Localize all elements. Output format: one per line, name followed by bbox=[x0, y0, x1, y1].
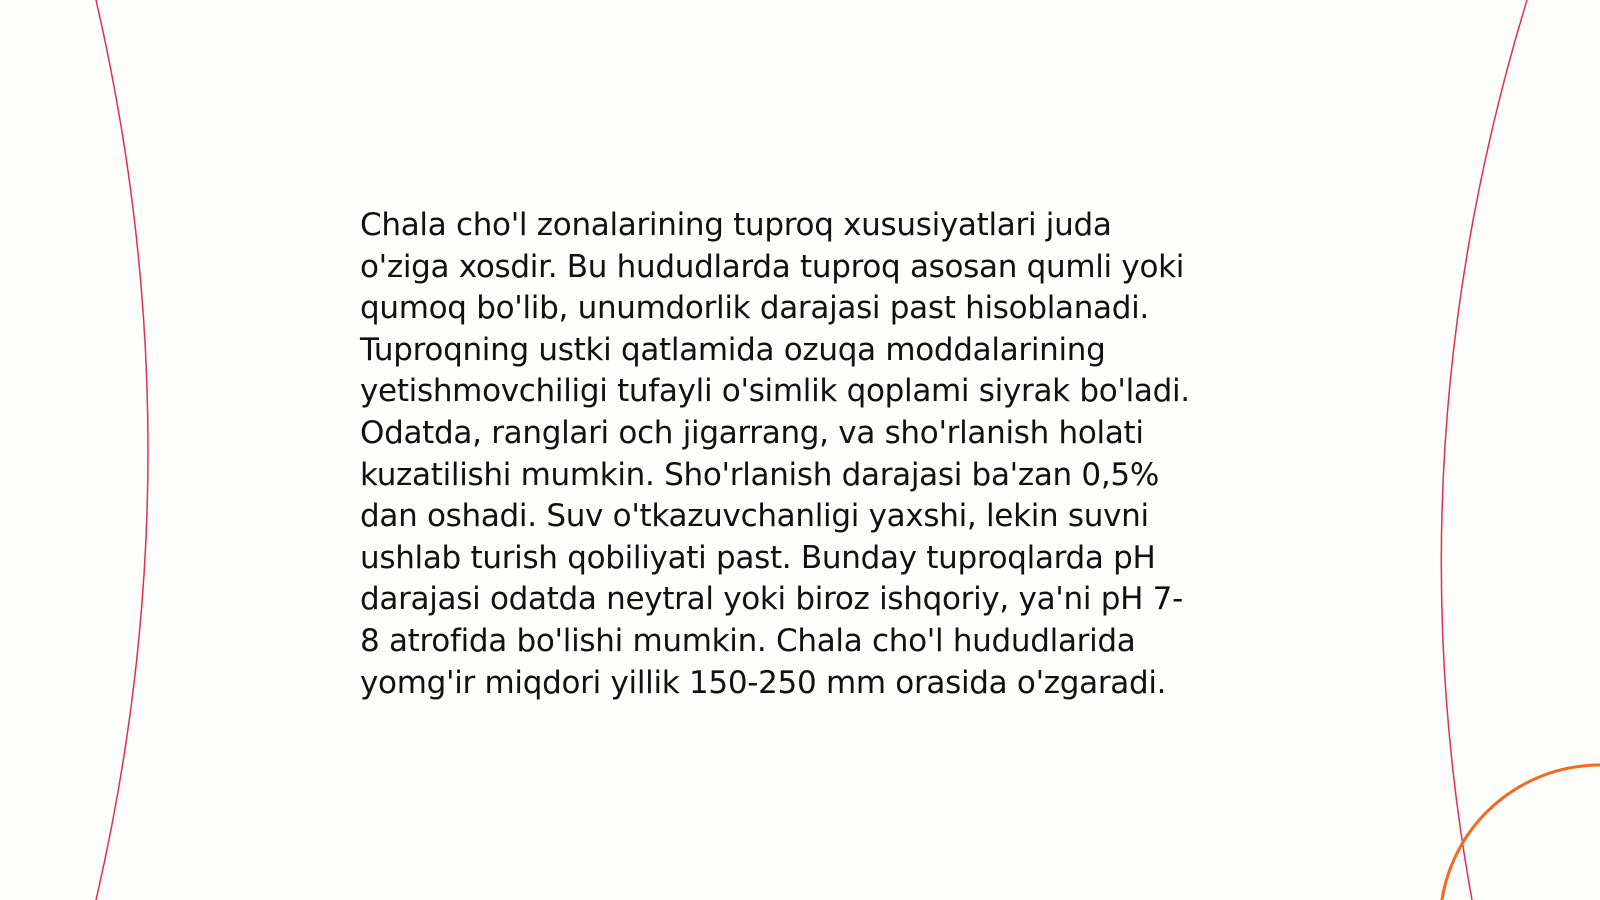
left-curve-line bbox=[96, 0, 148, 900]
right-curve-line bbox=[1441, 0, 1527, 900]
orange-arc bbox=[1440, 765, 1600, 900]
body-paragraph: Chala cho'l zonalarining tuproq xususiyatlari juda o'ziga xosdir. Bu hududlarda tuproq asosan qumli yoki qumoq bo'lib, unumdorlik darajasi past hisoblanadi. Tuproqning ustki qatlamida ozuqa moddalarining yetishmovchiligi tufayli o'simlik qoplami siyrak bo'ladi. Odatda, ranglari och jigarrang, va sho'rlanish holati kuzatilishi mumkin. Sho'rlanish darajasi ba'zan 0,5% dan oshadi. Suv o'tkazuvchanligi yaxshi, lekin suvni ushlab turish qobiliyati past. Bunday tuproqlarda pH darajasi odatda neytral yoki biroz ishqoriy, ya'ni pH 7- 8 atrofida bo'lishi mumkin. Chala cho'l hududlarida yomg'ir miqdori yillik 150-250 mm orasida o'zgaradi. bbox=[360, 207, 1190, 701]
